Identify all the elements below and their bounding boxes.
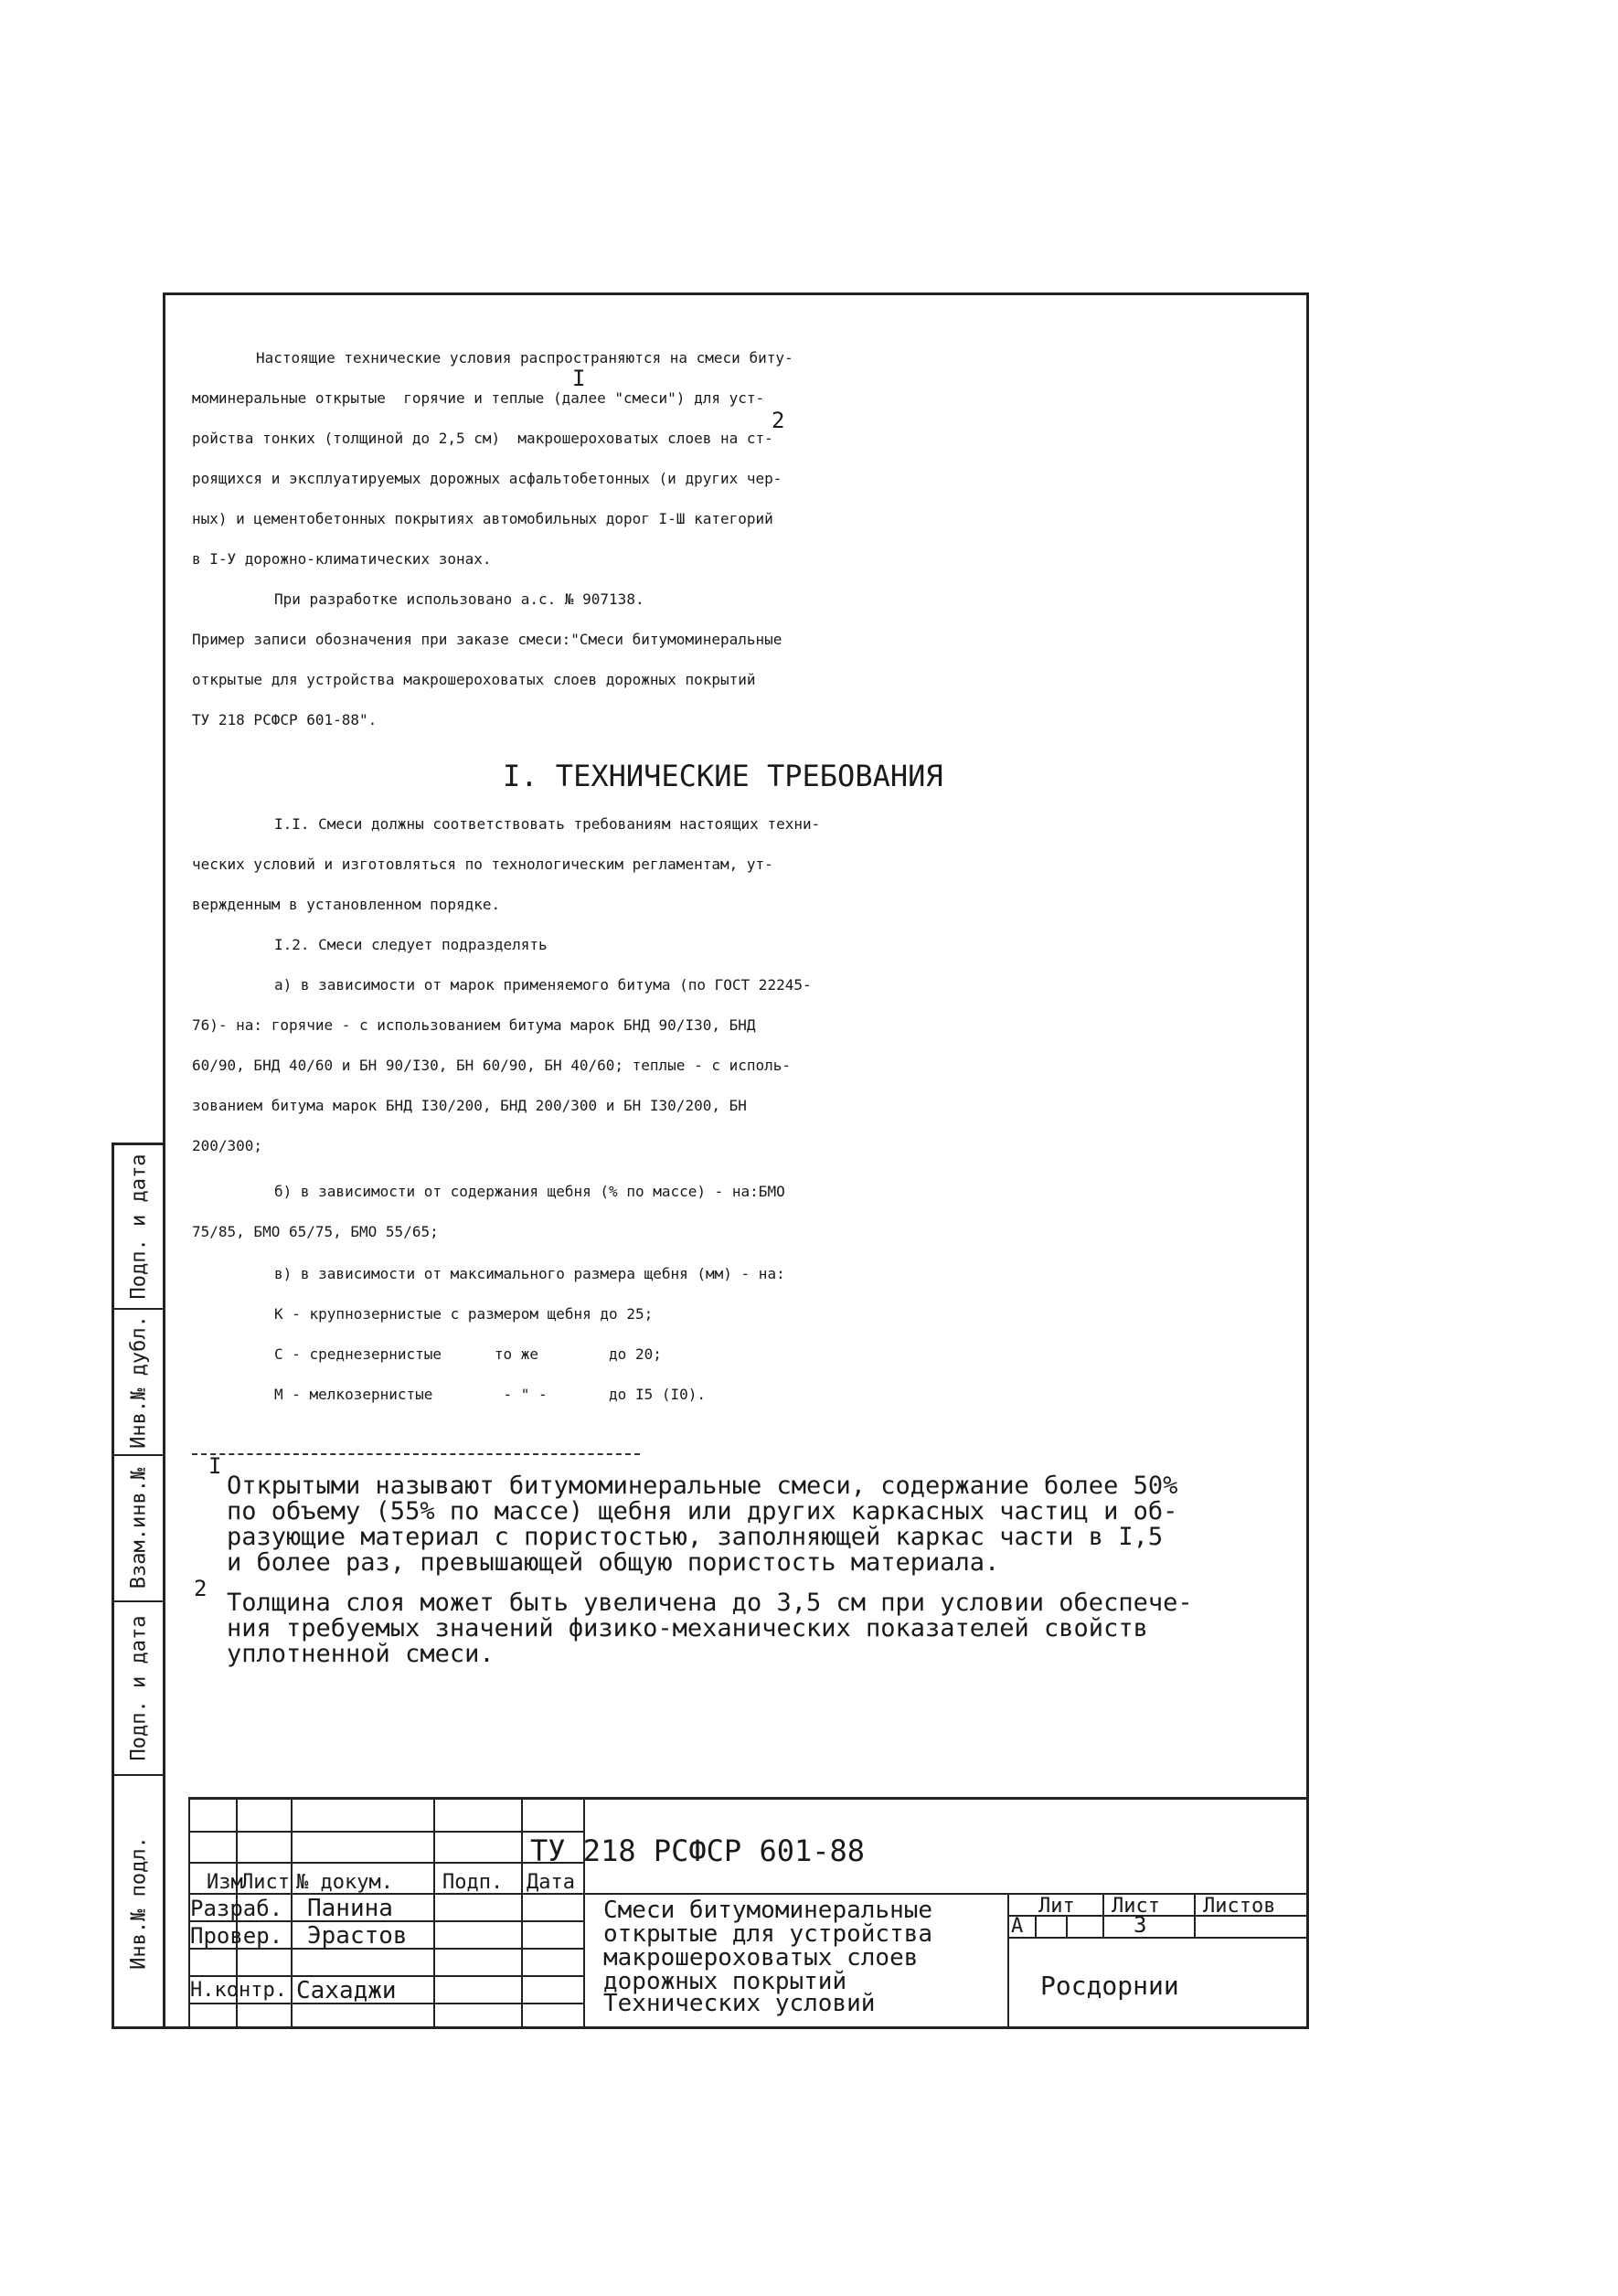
intro-line: ных) и цементобетонных покрытиях автомобильных дорог I-Ш категорий <box>192 510 773 527</box>
lit-label: Лит <box>1038 1895 1075 1918</box>
section-title: I. ТЕХНИЧЕСКИЕ ТРЕБОВАНИЯ <box>503 759 943 793</box>
name-checker: Эрастов <box>307 1922 408 1950</box>
footnote-divider <box>192 1453 640 1455</box>
side-cell: Подп. и дата <box>114 1602 163 1776</box>
size-line: М - мелкозернистые - " - до I5 (I0). <box>274 1386 707 1403</box>
intro-line: роящихся и эксплуатируемых дорожных асфальтобетонных (и других чер- <box>192 470 782 487</box>
footnote-2-line: Толщина слоя может быть увеличена до 3,5 см при условии обеспече- <box>227 1589 1193 1617</box>
name-norm-control: Сахаджи <box>296 1977 397 2004</box>
header-izm: Изм <box>207 1871 243 1894</box>
pa-line: зованием битума марок БНД I30/200, БНД 200/300 и БН I30/200, БН <box>192 1097 747 1114</box>
document-code: ТУ 218 РСФСР 601-88 <box>530 1834 866 1868</box>
doc-title-line: дорожных покрытий <box>603 1968 847 1995</box>
header-doc: № докум. <box>296 1871 393 1894</box>
footnote-ref-2: 2 <box>772 408 785 433</box>
example-line: ТУ 218 РСФСР 601-88". <box>192 711 378 728</box>
role-norm-control: Н.контр. <box>190 1979 287 2002</box>
footnote-1-line: разующие материал с пористостью, заполняющей каркас части в I,5 <box>227 1523 1164 1551</box>
lit-value: А <box>1011 1915 1024 1938</box>
doc-title-line: Технических условий <box>603 1990 876 2017</box>
header-sign: Подп. <box>442 1871 504 1894</box>
header-date: Дата <box>527 1871 575 1894</box>
footnote-1-line: по объему (55% по массе) щебня или других каркасных частиц и об- <box>227 1497 1178 1525</box>
pa-line: а) в зависимости от марок применяемого битума (по ГОСТ 22245- <box>274 976 812 994</box>
pa-line: 60/90, БНД 40/60 и БН 90/I30, БН 60/90, БН 40/60; теплые - с исполь- <box>192 1057 792 1074</box>
footnote-ref-1: I <box>572 366 586 391</box>
role-developer: Разраб. <box>190 1896 283 1921</box>
intro-line: ройства тонких (толщиной до 2,5 см) макрошероховатых слоев на ст- <box>192 430 773 447</box>
side-cell: Инв.№ подл. <box>127 1835 150 1970</box>
doc-title-line: макрошероховатых слоев <box>603 1944 919 1972</box>
pb-line: 75/85, БМО 65/75, БМО 55/65; <box>192 1223 439 1240</box>
intro-line: Настоящие технические условия распространяются на смеси биту- <box>256 349 793 367</box>
pa-line: 200/300; <box>192 1137 263 1154</box>
side-stamp <box>112 1143 163 2029</box>
example-line: открытые для устройства макрошероховатых слоев дорожных покрытий <box>192 671 756 688</box>
footnote-2-line: ния требуемых значений физико-механических показателей свойств <box>227 1614 1148 1642</box>
size-line: С - среднезернистые то же до 20; <box>274 1345 662 1363</box>
header-list: Лист <box>241 1871 290 1894</box>
footnote-mark-1: I <box>208 1453 222 1479</box>
pv-line: в) в зависимости от максимального размера щебня (мм) - на: <box>274 1265 785 1282</box>
footnote-mark-2: 2 <box>194 1576 208 1601</box>
name-developer: Панина <box>307 1895 393 1922</box>
organization: Росдорнии <box>1040 1971 1179 2001</box>
pb-line: б) в зависимости от содержания щебня (% по массе) - на:БМО <box>274 1183 785 1200</box>
side-cell: Взам.инв.№ <box>114 1456 163 1602</box>
example-line: Пример записи обозначения при заказе смеси:"Смеси битумоминеральные <box>192 631 782 648</box>
role-checker: Провер. <box>190 1923 283 1949</box>
p11-line: ческих условий и изготовляться по технологическим регламентам, ут- <box>192 856 773 873</box>
size-line: К - крупнозернистые с размером щебня до 25; <box>274 1305 654 1323</box>
p11-line: I.I. Смеси должны соответствовать требованиям настоящих техни- <box>274 815 821 833</box>
footnote-1-line: Открытыми называют битумоминеральные смеси, содержание более 50% <box>227 1472 1178 1500</box>
intro-line: моминеральные открытые горячие и теплые (далее "смеси") для уст- <box>192 389 765 407</box>
side-cell: Подп. и дата <box>114 1145 163 1310</box>
sheet-value: 3 <box>1134 1912 1147 1938</box>
doc-title-line: Смеси битумоминеральные <box>603 1897 933 1924</box>
p12-line: I.2. Смеси следует подразделять <box>274 936 548 953</box>
doc-title-line: открытые для устройства <box>603 1920 933 1948</box>
sheets-label: Листов <box>1203 1895 1276 1918</box>
pa-line: 76)- на: горячие - с использованием битума марок БНД 90/I30, БНД <box>192 1016 756 1034</box>
note-ac: При разработке использовано а.с. № 907138. <box>274 590 644 608</box>
footnote-1-line: и более раз, превышающей общую пористость материала. <box>227 1548 1000 1577</box>
sheet-label: Лист <box>1112 1895 1160 1918</box>
footnote-2-line: уплотненной смеси. <box>227 1640 495 1668</box>
p11-line: вержденным в установленном порядке. <box>192 896 501 913</box>
intro-line: в I-У дорожно-климатических зонах. <box>192 550 492 568</box>
side-cell: Инв.№ дубл. <box>114 1310 163 1456</box>
